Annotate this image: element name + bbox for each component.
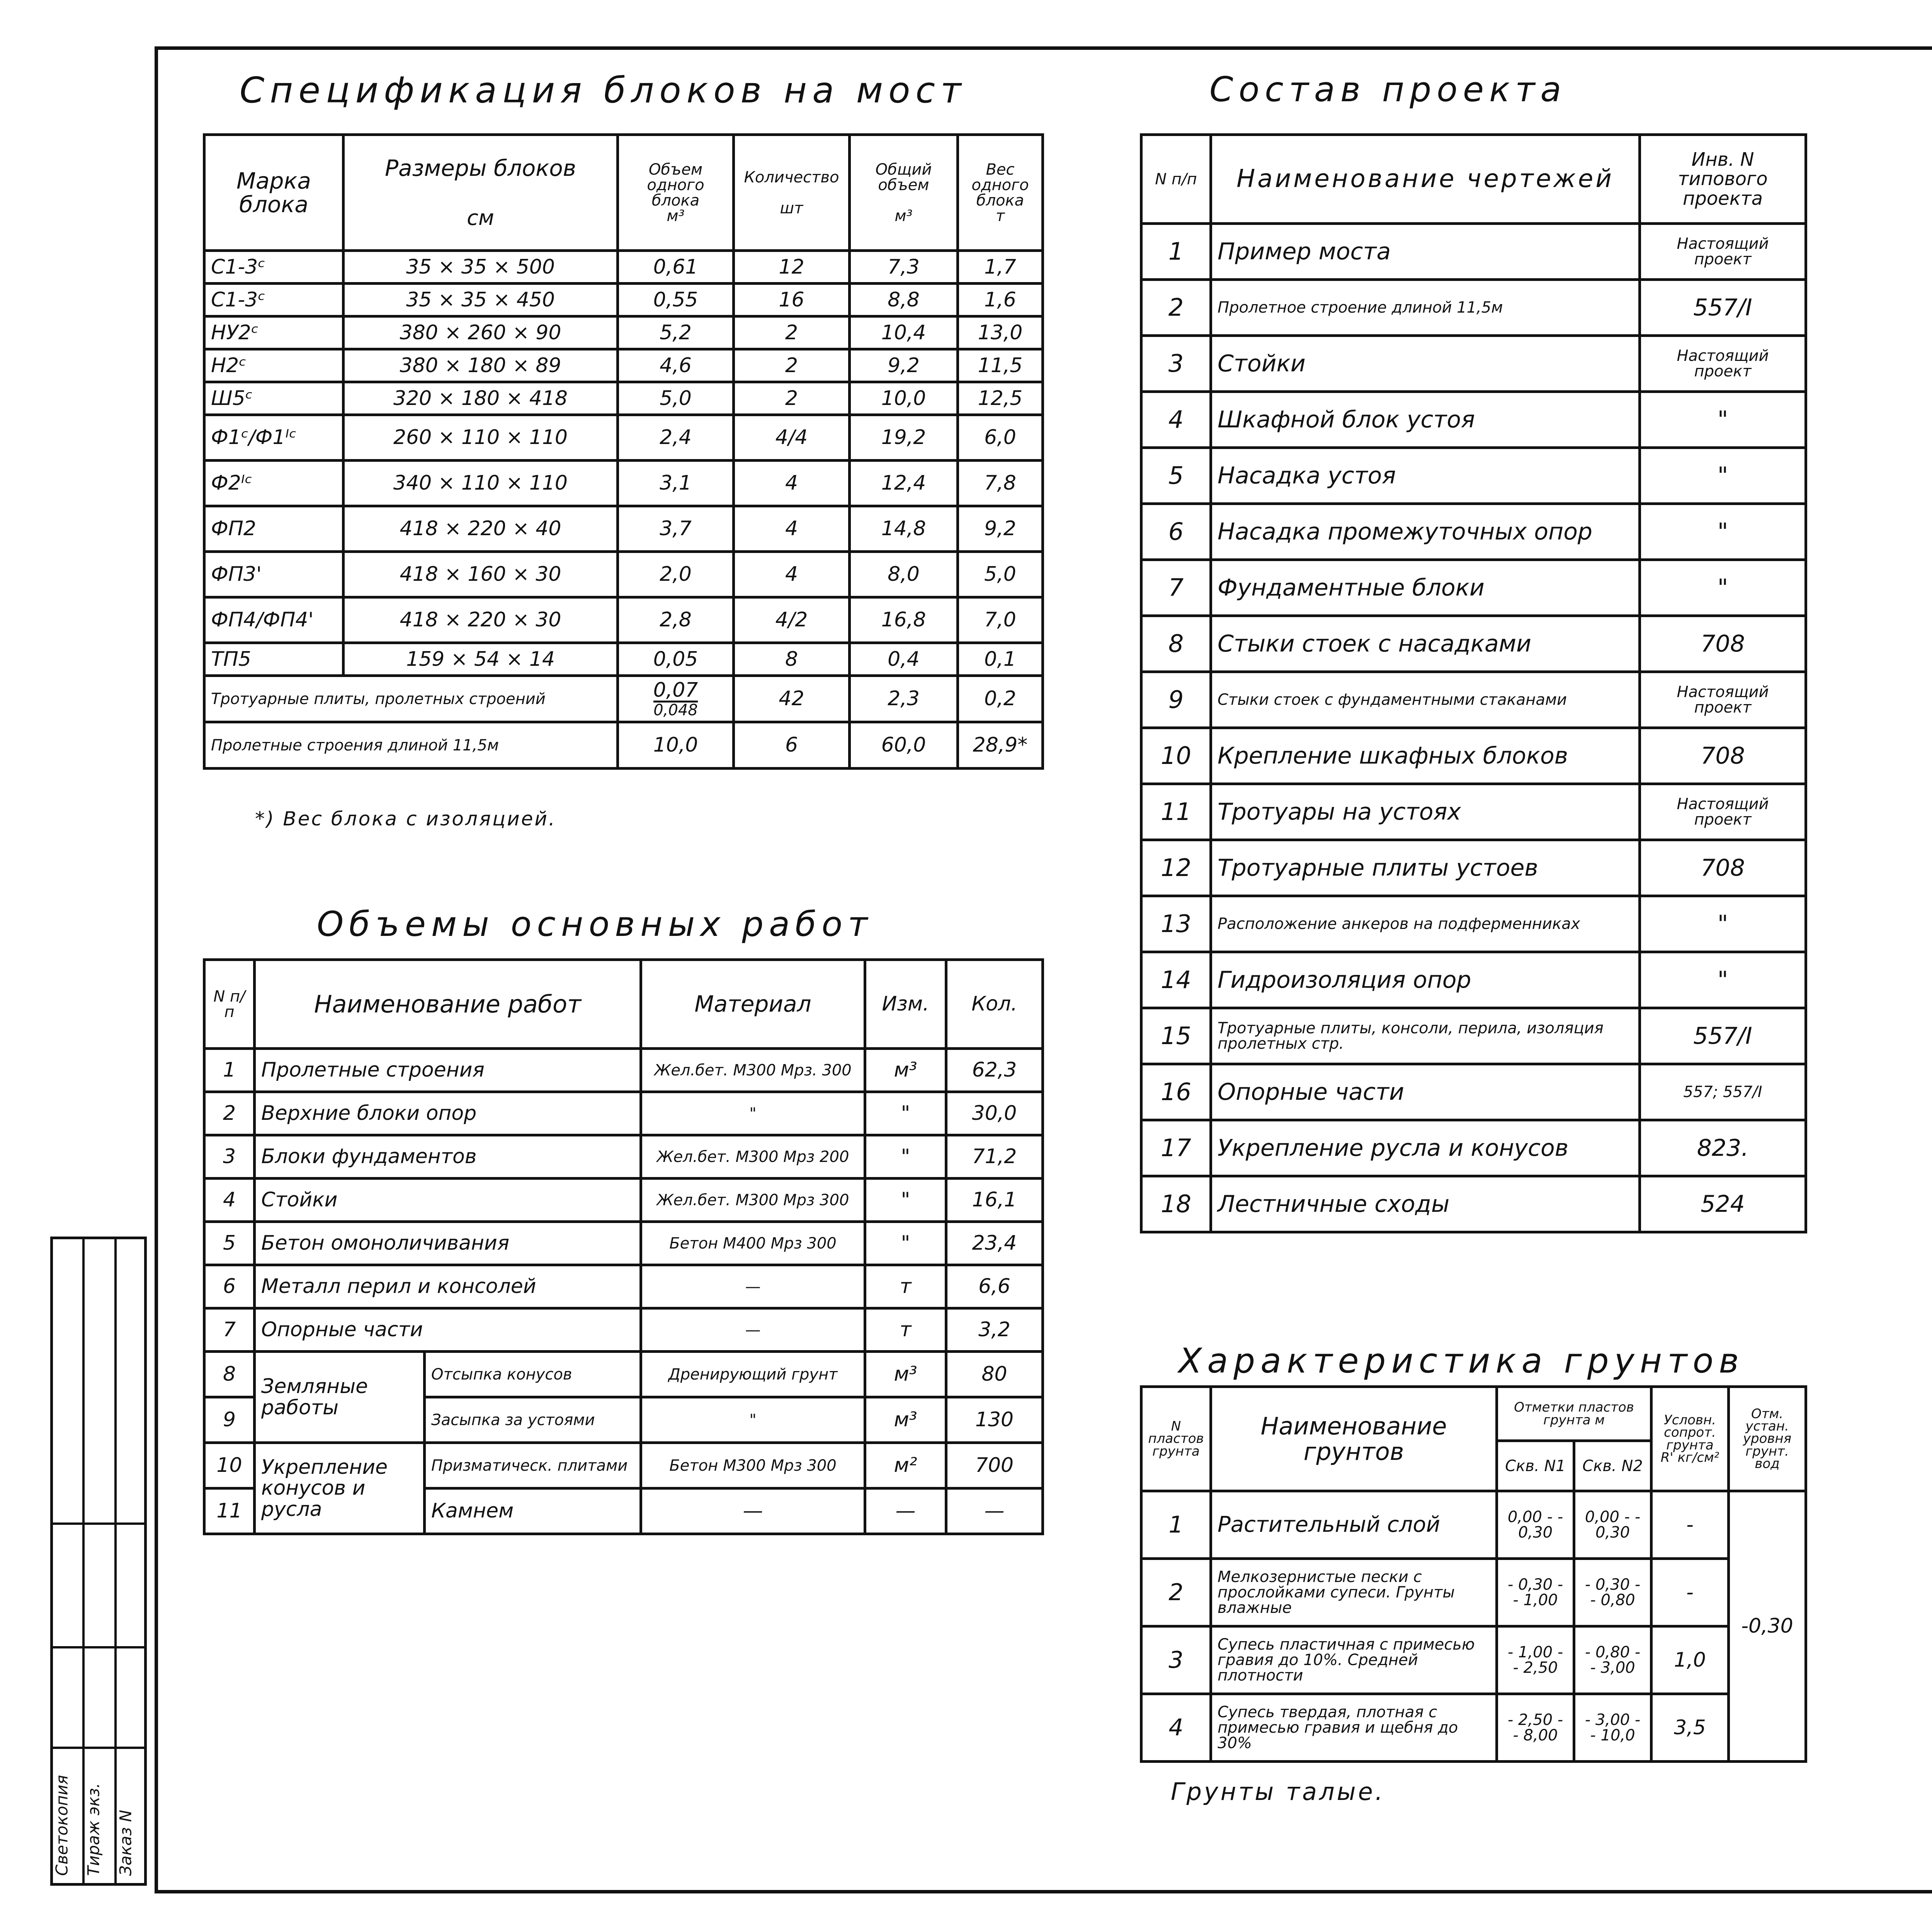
sostav-cell-name: Насадка устоя [1211,448,1640,504]
works-r10-mat: Бетон М300 Мрз 300 [641,1443,865,1488]
table-row [1141,1120,1806,1176]
spec-footnote: *) Вес блока с изоляцией. [255,808,556,830]
table-row [204,1222,1043,1265]
table-row [1141,392,1806,448]
table-row [1141,448,1806,504]
works-cell-n: 1 [204,1049,255,1092]
sostav-cell-name: Гидроизоляция опор [1211,952,1640,1008]
works-cell-kol: 6,6 [946,1265,1043,1308]
sostav-cell-inv: " [1640,952,1806,1008]
works-cell-izm: " [865,1222,946,1265]
grunt-cell-skv1: - 0,30 - - 1,00 [1497,1559,1574,1626]
sostav-cell-name: Стыки стоек с фундаментными стаканами [1211,672,1640,728]
grunt-cell-n: 2 [1141,1559,1211,1626]
works-cell-name: Стойки [255,1179,641,1222]
works-r11-name: Камнем [425,1488,641,1534]
works-r9-izm: м³ [865,1397,946,1443]
spec-cell: 1,7 [958,251,1043,284]
sostav-cell-inv: Настоящий проект [1640,336,1806,392]
sostav-cell-n: 7 [1141,560,1211,616]
grunt-table [1140,1385,1807,1763]
spec-cell: 260 × 110 × 110 [344,415,618,461]
works-cell-izm: " [865,1092,946,1135]
spec-cell: 418 × 160 × 30 [344,552,618,597]
table-row [204,1135,1043,1179]
sostav-h-name: Наименование чертежей [1211,135,1640,224]
spec-cell: 3,1 [618,461,734,506]
sostav-cell-n: 14 [1141,952,1211,1008]
spec-cell: 5,0 [618,382,734,415]
grunt-cell-r: - [1651,1559,1729,1626]
works-cell-n: 6 [204,1265,255,1308]
spec-cell: ФП4/ФП4' [204,597,344,643]
spec-cell: Н2ᶜ [204,349,344,382]
works-earth: Земляные работы [255,1352,425,1443]
spec-cell: 2 [734,316,850,349]
spec-cell: 2 [734,382,850,415]
grunt-cell-water: -0,30 [1729,1491,1806,1762]
spec-h-marka: Марка блока [204,135,344,251]
spec-cell: 4 [734,506,850,552]
grunt-cell-skv2: - 3,00 - - 10,0 [1574,1694,1651,1762]
table-row [204,1308,1043,1352]
sostav-cell-name: Фундаментные блоки [1211,560,1640,616]
works-cell-name: Блоки фундаментов [255,1135,641,1179]
sostav-cell-inv: " [1640,448,1806,504]
spec-row-ps-qty: 6 [734,722,850,769]
spec-cell: 0,05 [618,643,734,676]
spec-cell: 1,6 [958,284,1043,316]
sostav-cell-inv: " [1640,560,1806,616]
side-label-zakaz: Заказ N [116,1810,135,1876]
works-cell-n: 7 [204,1308,255,1352]
table-row [1141,672,1806,728]
sostav-cell-inv: 557/I [1640,280,1806,336]
grunt-cell-n: 1 [1141,1491,1211,1559]
sostav-cell-name: Расположение анкеров на подферменниках [1211,896,1640,952]
works-cell-name: Бетон омоноличивания [255,1222,641,1265]
sostav-cell-name: Укрепление русла и конусов [1211,1120,1640,1176]
works-r10-name: Призматическ. плитами [425,1443,641,1488]
spec-h-obshiy: Общий объем м³ [850,135,958,251]
spec-cell: 6,0 [958,415,1043,461]
spec-cell: 10,4 [850,316,958,349]
works-cell-kol: 71,2 [946,1135,1043,1179]
spec-cell: 4 [734,461,850,506]
works-r8-mat: Дренирующий грунт [641,1352,865,1397]
works-cell-mat: " [641,1092,865,1135]
sostav-h-inv: Инв. N типового проекта [1640,135,1806,224]
grunt-cell-skv1: - 2,50 - - 8,00 [1497,1694,1574,1762]
spec-cell: 4/4 [734,415,850,461]
grunt-cell-skv1: - 1,00 - - 2,50 [1497,1626,1574,1694]
spec-h-razmery: Размеры блоков см [344,135,618,251]
works-cell-name: Металл перил и консолей [255,1265,641,1308]
spec-cell: 10,0 [850,382,958,415]
sostav-cell-n: 17 [1141,1120,1211,1176]
sostav-cell-n: 10 [1141,728,1211,784]
table-row [1141,1559,1806,1626]
grunt-title: Характеристика грунтов [1179,1341,1745,1381]
table-row [204,552,1043,597]
side-label-tirazh: Тираж экз. [84,1783,103,1876]
works-cell-kol: 3,2 [946,1308,1043,1352]
works-r9-name: Засыпка за устоями [425,1397,641,1443]
sostav-cell-n: 15 [1141,1008,1211,1064]
works-cell-mat: Бетон М400 Мрз 300 [641,1222,865,1265]
table-row [1141,840,1806,896]
table-row [1141,1626,1806,1694]
spec-cell: 320 × 180 × 418 [344,382,618,415]
sostav-cell-n: 8 [1141,616,1211,672]
spec-cell: 16,8 [850,597,958,643]
grunt-cell-name: Супесь пластичная с примесью гравия до 10%. Средней плотности [1211,1626,1497,1694]
sostav-cell-inv: 524 [1640,1176,1806,1232]
works-r9-mat: " [641,1397,865,1443]
grunt-cell-name: Растительный слой [1211,1491,1497,1559]
table-row [1141,1064,1806,1120]
grunt-h-name: Наименование грунтов [1211,1387,1497,1491]
grunt-cell-r: 3,5 [1651,1694,1729,1762]
table-row [204,643,1043,676]
spec-cell: Ш5ᶜ [204,382,344,415]
sostav-cell-n: 2 [1141,280,1211,336]
spec-cell: 11,5 [958,349,1043,382]
works-r10-izm: м² [865,1443,946,1488]
works-cell-mat: — [641,1308,865,1352]
grunt-h-skv2: Скв. N2 [1574,1441,1651,1491]
sostav-cell-name: Пример моста [1211,224,1640,280]
spec-cell: ТП5 [204,643,344,676]
grunt-cell-skv2: - 0,30 - - 0,80 [1574,1559,1651,1626]
works-cell-kol: 30,0 [946,1092,1043,1135]
spec-cell: 13,0 [958,316,1043,349]
works-title: Объемы основных работ [317,904,873,944]
spec-cell: 8 [734,643,850,676]
spec-cell: 4/2 [734,597,850,643]
table-row [1141,224,1806,280]
sostav-cell-name: Насадка промежуточных опор [1211,504,1640,560]
spec-cell: 0,61 [618,251,734,284]
works-h-n: N п/п [204,960,255,1049]
works-cell-kol: 62,3 [946,1049,1043,1092]
works-cell-izm: " [865,1179,946,1222]
spec-cell: 418 × 220 × 40 [344,506,618,552]
works-cell-kol: 23,4 [946,1222,1043,1265]
spec-cell: 14,8 [850,506,958,552]
grunt-cell-name: Мелкозернистые пески с прослойками супеси. Грунты влажные [1211,1559,1497,1626]
sostav-cell-n: 1 [1141,224,1211,280]
grunt-cell-n: 4 [1141,1694,1211,1762]
sostav-cell-n: 9 [1141,672,1211,728]
works-cell-mat: Жел.бет. М300 Мрз. 300 [641,1049,865,1092]
sostav-cell-name: Стыки стоек с насадками [1211,616,1640,672]
works-h-name: Наименование работ [255,960,641,1049]
sostav-cell-inv: " [1640,504,1806,560]
table-row [204,415,1043,461]
spec-cell: 8,0 [850,552,958,597]
spec-cell: Ф1ᶜ/Ф1ᴵᶜ [204,415,344,461]
grunt-cell-n: 3 [1141,1626,1211,1694]
sostav-cell-inv: 708 [1640,616,1806,672]
grunt-cell-skv2: - 0,80 - - 3,00 [1574,1626,1651,1694]
works-r10-kol: 700 [946,1443,1043,1488]
spec-cell: 4 [734,552,850,597]
sostav-cell-name: Опорные части [1211,1064,1640,1120]
table-row [1141,728,1806,784]
spec-cell: 19,2 [850,415,958,461]
spec-cell: 2 [734,349,850,382]
spec-cell: 7,8 [958,461,1043,506]
spec-row-ps-name: Пролетные строения длиной 11,5м [204,722,618,769]
sostav-cell-name: Крепление шкафных блоков [1211,728,1640,784]
sostav-cell-n: 18 [1141,1176,1211,1232]
side-label-svetokopiya: Светокопия [52,1775,71,1876]
works-r8-kol: 80 [946,1352,1043,1397]
spec-cell: 7,3 [850,251,958,284]
spec-cell: 380 × 180 × 89 [344,349,618,382]
grunt-h-water: Отм. устан. уровня грунт. вод [1729,1387,1806,1491]
works-cell-n: 5 [204,1222,255,1265]
spec-cell: 5,2 [618,316,734,349]
spec-cell: 9,2 [850,349,958,382]
spec-cell: 12,5 [958,382,1043,415]
table-row [204,1179,1043,1222]
spec-row-tp-vol: 0,07 0,048 [618,676,734,722]
works-r8-n: 8 [204,1352,255,1397]
spec-cell: 2,0 [618,552,734,597]
sostav-cell-n: 11 [1141,784,1211,840]
sostav-cell-inv: Настоящий проект [1640,672,1806,728]
works-cell-name: Верхние блоки опор [255,1092,641,1135]
works-table [203,958,1044,1535]
sostav-cell-n: 4 [1141,392,1211,448]
works-r11-kol: — [946,1488,1043,1534]
spec-h-kol: Количество шт [734,135,850,251]
grunt-cell-skv1: 0,00 - - 0,30 [1497,1491,1574,1559]
sostav-cell-name: Лестничные сходы [1211,1176,1640,1232]
grunt-note: Грунты талые. [1171,1778,1385,1806]
spec-cell: ФП3' [204,552,344,597]
sostav-cell-n: 13 [1141,896,1211,952]
spec-cell: Ф2ᴵᶜ [204,461,344,506]
sostav-cell-n: 3 [1141,336,1211,392]
sostav-table [1140,133,1807,1233]
spec-cell: С1-3ᶜ [204,284,344,316]
table-row [204,461,1043,506]
works-r11-mat: — [641,1488,865,1534]
sostav-title: Состав проекта [1209,70,1567,109]
works-cell-name: Пролетные строения [255,1049,641,1092]
spec-row-ps-w: 28,9* [958,722,1043,769]
sostav-cell-inv: 708 [1640,728,1806,784]
grunt-cell-r: 1,0 [1651,1626,1729,1694]
table-row [1141,1491,1806,1559]
sostav-cell-n: 12 [1141,840,1211,896]
spec-cell: 35 × 35 × 450 [344,284,618,316]
table-row [204,251,1043,284]
spec-cell: 0,55 [618,284,734,316]
grunt-cell-name: Супесь твердая, плотная с примесью гравия и щебня до 30% [1211,1694,1497,1762]
spec-cell: 12,4 [850,461,958,506]
works-r8-name: Отсыпка конусов [425,1352,641,1397]
sostav-cell-inv: 823. [1640,1120,1806,1176]
table-row [1141,560,1806,616]
side-stamp [50,1237,147,1886]
spec-h-ves: Вес одного блока т [958,135,1043,251]
sostav-cell-inv: 557/I [1640,1008,1806,1064]
works-cell-n: 3 [204,1135,255,1179]
sostav-cell-inv: " [1640,392,1806,448]
works-r9-n: 9 [204,1397,255,1443]
works-cell-mat: — [641,1265,865,1308]
spec-row-tp-total: 2,3 [850,676,958,722]
table-row [1141,1176,1806,1232]
spec-row-ps-total: 60,0 [850,722,958,769]
spec-cell: 4,6 [618,349,734,382]
spec-table [203,133,1044,770]
spec-cell: 8,8 [850,284,958,316]
table-row [204,1049,1043,1092]
spec-cell: 35 × 35 × 500 [344,251,618,284]
works-h-kol: Кол. [946,960,1043,1049]
table-row [204,506,1043,552]
works-cell-n: 4 [204,1179,255,1222]
table-row [1141,616,1806,672]
spec-h-obem: Объем одного блока м³ [618,135,734,251]
works-r11-n: 11 [204,1488,255,1534]
table-row [1141,504,1806,560]
sostav-cell-name: Стойки [1211,336,1640,392]
table-row [204,316,1043,349]
sostav-cell-n: 16 [1141,1064,1211,1120]
works-cell-name: Опорные части [255,1308,641,1352]
works-cell-mat: Жел.бет. М300 Мрз 200 [641,1135,865,1179]
sostav-cell-inv: 557; 557/I [1640,1064,1806,1120]
grunt-h-skv1: Скв. N1 [1497,1441,1574,1491]
spec-cell: 2,4 [618,415,734,461]
sostav-cell-name: Тротуарные плиты устоев [1211,840,1640,896]
works-cell-n: 2 [204,1092,255,1135]
spec-cell: 380 × 260 × 90 [344,316,618,349]
table-row [204,382,1043,415]
grunt-h-otm: Отметки пластов грунта м [1497,1387,1651,1441]
sostav-cell-name: Тротуары на устоях [1211,784,1640,840]
sostav-cell-n: 6 [1141,504,1211,560]
spec-cell: 159 × 54 × 14 [344,643,618,676]
spec-row-ps-vol: 10,0 [618,722,734,769]
spec-row-tp-qty: 42 [734,676,850,722]
spec-cell: 5,0 [958,552,1043,597]
table-row [204,597,1043,643]
spec-cell: 340 × 110 × 110 [344,461,618,506]
spec-cell: 418 × 220 × 30 [344,597,618,643]
spec-cell: 9,2 [958,506,1043,552]
works-r10-n: 10 [204,1443,255,1488]
table-row [204,349,1043,382]
table-row [1141,784,1806,840]
table-row [1141,896,1806,952]
sostav-cell-n: 5 [1141,448,1211,504]
works-cell-izm: м³ [865,1049,946,1092]
sostav-cell-name: Шкафной блок устоя [1211,392,1640,448]
spec-cell: 0,4 [850,643,958,676]
sostav-cell-inv: Настоящий проект [1640,224,1806,280]
works-r9-kol: 130 [946,1397,1043,1443]
sostav-cell-inv: " [1640,896,1806,952]
grunt-cell-skv2: 0,00 - - 0,30 [1574,1491,1651,1559]
works-r11-izm: — [865,1488,946,1534]
spec-row-tp-name: Тротуарные плиты, пролетных строений [204,676,618,722]
spec-cell: НУ2ᶜ [204,316,344,349]
spec-cell: 2,8 [618,597,734,643]
table-row [1141,952,1806,1008]
grunt-h-r: Условн. сопрот. грунта R' кг/см² [1651,1387,1729,1491]
works-cell-mat: Жел.бет. М300 Мрз 300 [641,1179,865,1222]
sostav-cell-inv: 708 [1640,840,1806,896]
table-row [1141,1008,1806,1064]
works-h-mat: Материал [641,960,865,1049]
works-r8-izm: м³ [865,1352,946,1397]
spec-cell: С1-3ᶜ [204,251,344,284]
sostav-h-n: N п/п [1141,135,1211,224]
spec-cell: 12 [734,251,850,284]
works-ukr: Укрепление конусов и русла [255,1443,425,1534]
works-cell-izm: т [865,1308,946,1352]
spec-cell: 3,7 [618,506,734,552]
grunt-h-n: N пластов грунта [1141,1387,1211,1491]
table-row [204,1265,1043,1308]
table-row [1141,280,1806,336]
spec-cell: ФП2 [204,506,344,552]
sostav-cell-inv: Настоящий проект [1640,784,1806,840]
sostav-cell-name: Пролетное строение длиной 11,5м [1211,280,1640,336]
table-row [204,1092,1043,1135]
spec-cell: 16 [734,284,850,316]
grunt-cell-r: - [1651,1491,1729,1559]
works-cell-izm: " [865,1135,946,1179]
spec-row-tp-w: 0,2 [958,676,1043,722]
works-h-izm: Изм. [865,960,946,1049]
spec-cell: 7,0 [958,597,1043,643]
sostav-cell-name: Тротуарные плиты, консоли, перила, изоляция пролетных стр. [1211,1008,1640,1064]
table-row [1141,336,1806,392]
table-row [1141,1694,1806,1762]
table-row [204,284,1043,316]
works-cell-izm: т [865,1265,946,1308]
works-cell-kol: 16,1 [946,1179,1043,1222]
spec-cell: 0,1 [958,643,1043,676]
spec-title: Спецификация блоков на мост [240,70,967,111]
